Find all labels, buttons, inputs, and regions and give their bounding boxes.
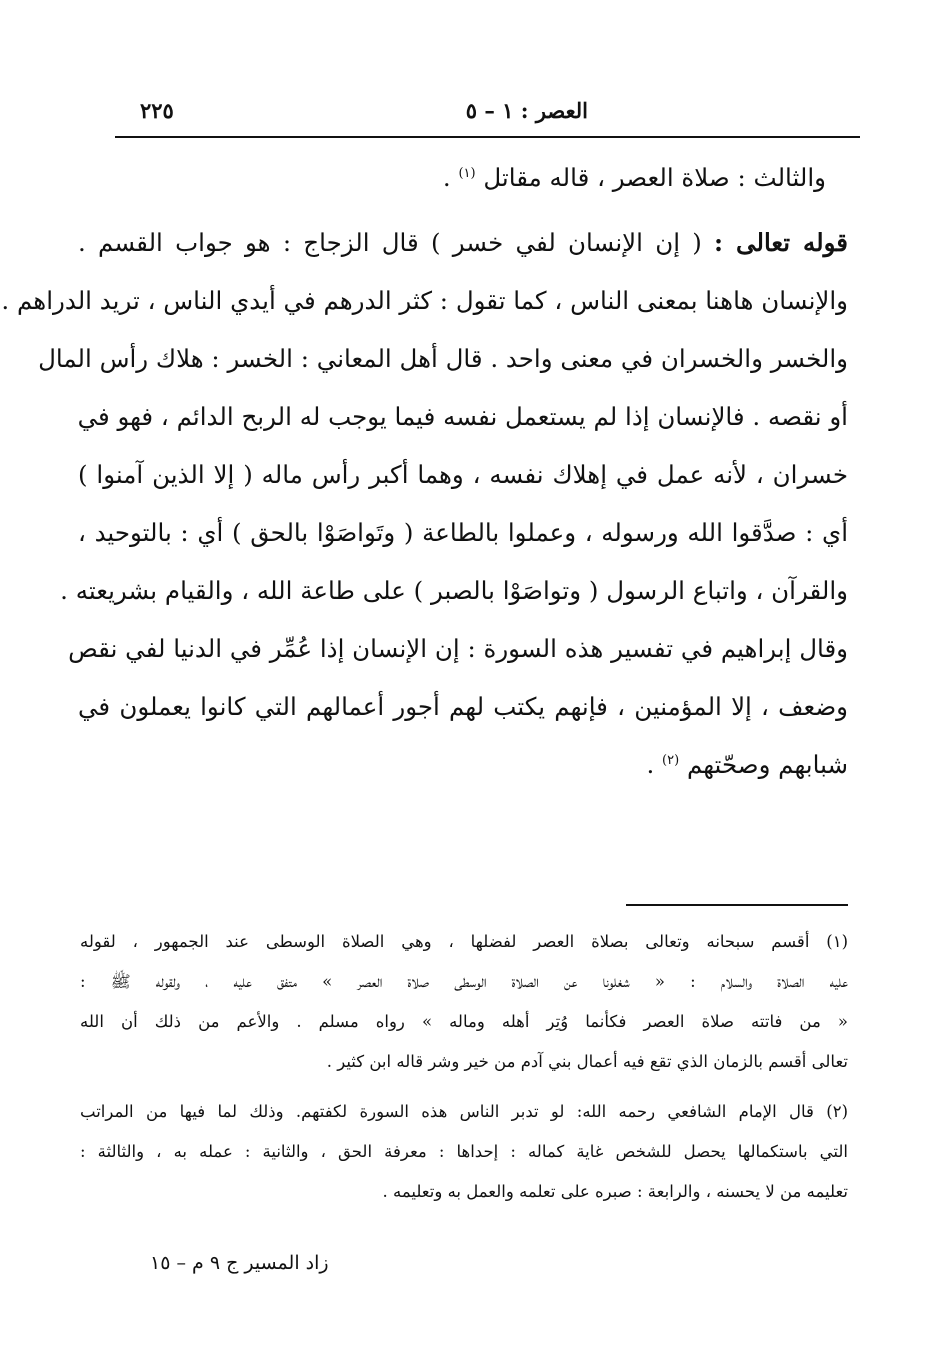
header-divider bbox=[115, 136, 860, 138]
text-line: وضعف ، إلا المؤمنين ، فإنهم يكتب لهم أجور أعمالهم التي كانوا يعملون في bbox=[78, 692, 848, 721]
page-number: ٢٢٥ bbox=[140, 98, 174, 123]
footnote-divider bbox=[626, 904, 848, 906]
footnote-line: التي باستكمالها يحصل للشخص غاية كماله : إحداها : معرفة الحق ، والثانية : عمله به ، والثالثة : bbox=[80, 1142, 848, 1161]
footnote-line: تعالى أقسم بالزمان الذي تقع فيه أعمال بني آدم من خير وشر قاله ابن كثير . bbox=[326, 1052, 848, 1071]
page-header bbox=[115, 92, 860, 132]
footnote-ref[interactable]: (٢) bbox=[662, 752, 680, 768]
text-line: والخسر والخسران في معنى واحد . قال أهل المعاني : الخسر : هلاك رأس المال bbox=[38, 344, 848, 373]
text-line: وقال إبراهيم في تفسير هذه السورة : إن الإنسان إذا عُمِّر في الدنيا لفي نقص bbox=[68, 634, 848, 663]
text-line: والإنسان هاهنا بمعنى الناس ، كما تقول : كثر الدرهم في أيدي الناس ، تريد الدراهم . bbox=[1, 286, 848, 315]
footnote-line: (٢) قال الإمام الشافعي رحمه الله: لو تدبر الناس هذه السورة لكفتهم. وذلك لما فيها من المراتب bbox=[80, 1102, 848, 1121]
footnotes bbox=[80, 922, 848, 1212]
text-line: والقرآن ، واتباع الرسول ( وتواصَوْا بالصبر ) على طاعة الله ، والقيام بشريعته . bbox=[60, 576, 848, 605]
footnote-line: تعليمه من لا يحسنه ، والرابعة : صبره على تعلمه والعمل به وتعليمه . bbox=[382, 1182, 848, 1201]
text-line: قوله تعالى : ( إن الإنسان لفي خسر ) قال الزجاج : هو جواب القسم . bbox=[78, 228, 848, 257]
text-line: والثالث : صلاة العصر ، قاله مقاتل $^{(١)}$ . bbox=[442, 163, 826, 192]
text-line: أو نقصه . فالإنسان إذا لم يستعمل نفسه فيما يوجب له الربح الدائم ، فهو في bbox=[77, 402, 848, 431]
volume-signature: زاد المسير ج ٩ م – ١٥ bbox=[150, 1252, 329, 1274]
text-line: خسران ، لأنه عمل في إهلاك نفسه ، وهما أكبر رأس ماله ( إلا الذين آمنوا ) bbox=[78, 460, 848, 489]
verse-lead: قوله تعالى : bbox=[714, 228, 848, 257]
footnote-line: « من فاتته صلاة العصر فكأنما وُتِر أهله وماله » رواه مسلم . والأعم من ذلك أن الله bbox=[80, 1012, 848, 1031]
footnote-ref[interactable]: (١) bbox=[458, 165, 476, 181]
text-line: أي : صدَّقوا الله ورسوله ، وعملوا بالطاعة ( وتَواصَوْا بالحق ) أي : بالتوحيد ، bbox=[78, 518, 848, 547]
main-text bbox=[1, 150, 848, 794]
footnote-line: (١) أقسم سبحانه وتعالى بصلاة العصر لفضلها ، وهي الصلاة الوسطى عند الجمهور ، لقوله bbox=[80, 932, 848, 951]
footnote-line: عليه الصلاة والسلام : « شغلونا عن الصلاة الوسطى صلاة العصر » متفق عليه ، ولقوله ﷺ : bbox=[80, 972, 848, 991]
text-line: شبابهم وصحّتهم $^{(٢)}$ . bbox=[646, 750, 848, 779]
running-title: العصر : ١ – ٥ bbox=[465, 98, 588, 123]
